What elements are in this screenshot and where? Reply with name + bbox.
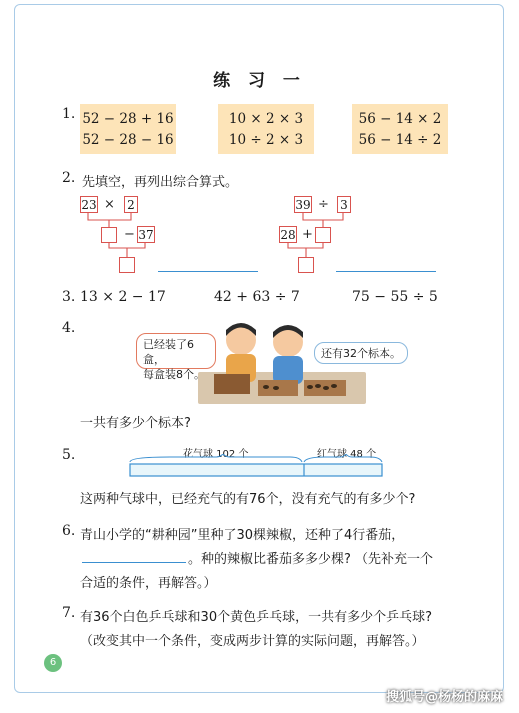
q2-left-answer-line[interactable] — [158, 271, 258, 272]
page-title: 练 习 一 — [213, 71, 306, 91]
q2-left-num-a: 23 — [81, 198, 97, 212]
q2-right-blank-2[interactable] — [298, 257, 314, 273]
q5-label-right: 红气球 48 个 — [317, 449, 377, 460]
q6-line-2: 。种的辣椒比番茄多多少棵? （先补充一个 — [188, 552, 434, 567]
bubble-line: 已经装了6盒， — [143, 338, 194, 366]
q5-number: 5. — [62, 447, 76, 463]
q2-right-blank-1[interactable] — [315, 227, 331, 243]
q2-left-num-b: 2 — [124, 196, 138, 213]
bubble-line: 每盒装8个。 — [143, 368, 205, 381]
q6-line-3: 合适的条件，再解答。） — [80, 576, 217, 591]
q2-left-num-c: 37 — [138, 228, 154, 242]
q2-right-num-a: 39 — [295, 198, 311, 212]
q1-expr: 52 − 28 − 16 — [82, 132, 174, 148]
q2-right-num-b: 3 — [337, 196, 351, 213]
q5-question: 这两种气球中，已经充气的有76个，没有充气的有多少个? — [80, 492, 416, 507]
q5-bar-diagram — [120, 454, 396, 482]
q4-question: 一共有多少个标本? — [80, 416, 191, 431]
q5-label-left: 花气球 102 个 — [183, 449, 249, 460]
q2-number: 2. — [62, 170, 76, 186]
watermark: 搜狐号@杨杨的麻麻 — [385, 690, 503, 705]
q3-expr-1: 13 × 2 − 17 — [80, 289, 166, 305]
q2-left-blank-2[interactable] — [119, 257, 135, 273]
q2-right-num-c: 28 — [280, 228, 296, 242]
q2-right-op1: ÷ — [318, 197, 329, 212]
q7-line-2: （改变其中一个条件，变成两步计算的实际问题，再解答。） — [80, 634, 425, 649]
q1-number: 1. — [62, 106, 76, 122]
q7-line-1: 有36个白色乒乓球和30个黄色乒乓球，一共有多少个乒乓球? — [80, 610, 432, 625]
q7-number: 7. — [62, 605, 76, 621]
q1-expr: 56 − 14 × 2 — [358, 111, 442, 127]
page-number-badge: 6 — [44, 654, 62, 672]
q6-condition-blank[interactable] — [82, 562, 186, 563]
q4-speech-bubble-left — [136, 333, 216, 381]
q6-line-1: 青山小学的“耕种园”里种了30棵辣椒，还种了4行番茄， — [80, 528, 405, 543]
q2-left-blank-1[interactable] — [101, 227, 117, 243]
q3-number: 3. — [62, 289, 76, 305]
q2-instruction: 先填空，再列出综合算式。 — [82, 175, 239, 190]
q4-number: 4. — [62, 320, 76, 336]
q1-expr: 56 − 14 ÷ 2 — [358, 132, 442, 148]
q3-expr-3: 75 − 55 ÷ 5 — [352, 289, 438, 305]
q1-expr: 52 − 28 + 16 — [82, 111, 174, 127]
q1-expr: 10 × 2 × 3 — [228, 111, 304, 127]
q3-expr-2: 42 + 63 ÷ 7 — [214, 289, 300, 305]
q1-expr: 10 ÷ 2 × 3 — [228, 132, 304, 148]
q6-number: 6. — [62, 523, 76, 539]
q4-speech-bubble-right: 还有32个标本。 — [314, 342, 408, 364]
q2-left-op2: − — [124, 227, 135, 242]
q2-left-op1: × — [104, 197, 115, 212]
q2-right-op2: + — [302, 227, 313, 242]
q2-right-answer-line[interactable] — [336, 271, 436, 272]
